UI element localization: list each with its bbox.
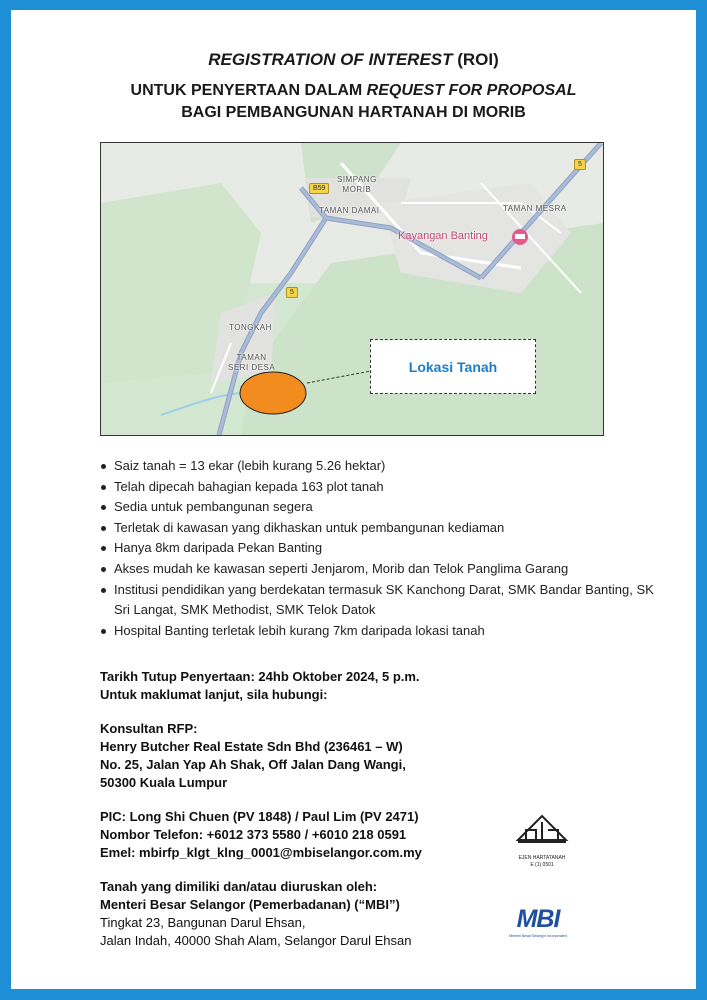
map-label-tongkah: TONGKAH [229,323,272,332]
list-item: Hospital Banting terletak lebih kurang 7km daripada lokasi tanah [100,621,670,642]
route-shield-b59: B59 [309,183,329,194]
pic-name: PIC: Long Shi Chuen (PV 1848) / Paul Lim (PV 2471) [100,809,419,824]
pic-phone: Nombor Telefon: +6012 373 5580 / +6010 218 0591 [100,827,407,842]
closing-info [100,668,540,704]
map-label-kayangan-banting: Kayangan Banting [398,230,488,242]
list-item: Institusi pendidikan yang berdekatan termasuk SK Kanchong Darat, SMK Bandar Banting, SK Sri Langat, SMK Methodist, SMK Telok Datok [100,580,670,621]
list-item: Sedia untuk pembangunan segera [100,497,670,518]
route-shield-5: 5 [574,159,586,170]
closing-date: Tarikh Tutup Penyertaan: 24hb Oktober 2024, 5 p.m. [100,669,420,684]
document-subtitle-line1: UNTUK PENYERTAAN DALAM REQUEST FOR PROPOSAL [130,82,577,99]
list-item: Hanya 8km daripada Pekan Banting [100,538,670,559]
owner-address-line1: Tingkat 23, Bangunan Darul Ehsan, [100,915,306,930]
document-title: REGISTRATION OF INTEREST (ROI) [208,50,499,69]
route-shield-5: 5 [286,287,298,298]
owner-heading: Tanah yang dimiliki dan/atau diuruskan oleh: [100,879,378,894]
ejen-registration-no: E (1) 0501 [530,862,554,868]
owner-block [100,878,540,950]
map-label-taman-damai: TAMAN DAMAI [319,206,380,215]
map-label-taman-seri-desa: TAMAN SERI DESA [228,353,276,372]
map-label-taman-mesra: TAMAN MESRA [503,204,567,213]
consultant-block [100,720,540,792]
mbi-logo-text: MBI [516,905,560,933]
consultant-company: Henry Butcher Real Estate Sdn Bhd (236461 – W) [100,739,403,754]
contact-prompt: Untuk maklumat lanjut, sila hubungi: [100,687,328,702]
pic-block [100,808,540,862]
ejen-hartatanah-logo [512,810,572,874]
map-label-simpang-morib: SIMPANG MORIB [337,175,377,194]
list-item: Akses mudah ke kawasan seperti Jenjarom, Morib dan Telok Panglima Garang [100,559,670,580]
land-location-callout: Lokasi Tanah [370,339,536,394]
consultant-heading: Konsultan RFP: [100,721,198,736]
estate-agent-emblem-icon [512,810,572,850]
ejen-hartatanah-text: EJEN HARTATANAH [518,855,566,861]
mbi-logo-subtitle: Menteri Besar Selangor Incorporated [509,934,567,938]
consultant-address-line2: 50300 Kuala Lumpur [100,775,228,790]
list-item: Terletak di kawasan yang dikhaskan untuk pembangunan kediaman [100,518,670,539]
owner-address-line2: Jalan Indah, 40000 Shah Alam, Selangor Darul Ehsan [100,933,412,948]
pic-email: Emel: mbirfp_klgt_klng_0001@mbiselangor.com.my [100,845,422,860]
list-item: Telah dipecah bahagian kepada 163 plot tanah [100,477,670,498]
mbi-logo [500,905,576,945]
feature-list [100,456,670,641]
owner-name: Menteri Besar Selangor (Pemerbadanan) (“MBI”) [100,897,400,912]
list-item: Saiz tanah = 13 ekar (lebih kurang 5.26 hektar) [100,456,670,477]
document-subtitle-line2: BAGI PEMBANGUNAN HARTANAH DI MORIB [181,104,526,121]
consultant-address-line1: No. 25, Jalan Yap Ah Shak, Off Jalan Dang Wangi, [100,757,406,772]
